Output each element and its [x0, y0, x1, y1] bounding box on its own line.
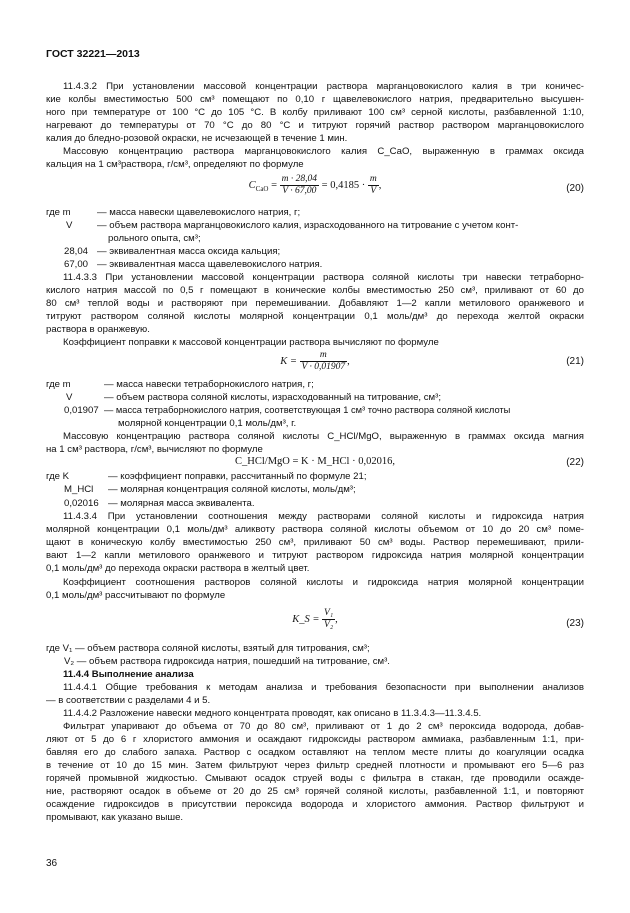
- page-number: 36: [46, 858, 58, 869]
- where-symbol: M_HCl: [64, 484, 94, 495]
- where-text: V₂ — объем раствора гидроксида натрия, пошедший на титрование, см³.: [64, 656, 390, 667]
- text-line: промывают, как указано выше.: [46, 812, 184, 823]
- text-line: осаждение гидроксидов в присутствии пероксида водорода и хлористого аммония. Раствор фильтруют и: [46, 799, 584, 810]
- text-line: горячей промывной жидкостью. Смывают осадок струей воды с фильтра в стакан, где проводили осажде-: [46, 773, 584, 784]
- text-line: — в соответствии с разделами 4 и 5.: [46, 695, 211, 706]
- text-line: 11.4.4.1 Общие требования к методам анализа и требования безопасности при выполнении анализов: [63, 682, 584, 693]
- text-line: 80 см³ теплой воды и растворяют при перемешивании. Добавляют 1—2 капли метилового оранжевого и: [46, 298, 584, 309]
- text-line: раствора в оранжевую.: [46, 324, 150, 335]
- where-symbol: где m: [46, 207, 71, 218]
- formula-21: K = $\frac{m}{V \cdot 0,01907}$ ,: [280, 350, 350, 372]
- formula-23: K_S = $\frac{\text{V₁}}{\text{V₂}}$ ,: [292, 608, 338, 630]
- text-line: вают 1—2 капли метилового оранжевого и титруют раствором гидроксида натрия молярной концентрации: [46, 550, 584, 561]
- formula-22: C_HCl/MgO = K · M_HCl · 0,02016,: [235, 456, 395, 467]
- text-line: титруют раствором соляной кислоты молярной концентрации 0,1 моль/дм³ до перехода желтой окраски: [46, 311, 584, 322]
- text-line: 11.4.4.2 Разложение навески медного концентрата проводят, как описано в 11.3.4.3—11.3.4.5.: [63, 708, 482, 719]
- where-text: рольного опыта, см³;: [108, 233, 201, 244]
- where-text: молярной концентрации 0,1 моль/дм³, г.: [118, 418, 297, 429]
- where-text: где V₁ — объем раствора соляной кислоты, взятый для титрования, см³;: [46, 643, 370, 654]
- where-symbol: V: [66, 220, 73, 231]
- text-line: молярной концентрации 0,1 моль/дм³ аликвоту раствора соляной кислоты объемом от 10 до 20 см³ поме-: [46, 524, 584, 535]
- where-symbol: 0,01907: [64, 405, 99, 416]
- text-line: ние, растворяют осадок в объеме от 20 до 25 см³ горячей соляной кислоты, разбавленной 1:1, и повторяют: [46, 786, 584, 797]
- where-symbol: 67,00: [64, 259, 89, 270]
- formula-20: $C_{CaO}$ = $\frac{m \cdot 28,04}{V \cdot 67,00}$ = 0,4185 · $\frac{m}{V}$ ,: [248, 174, 382, 196]
- text-line: 11.4.3.2 При установлении массовой концентрации раствора марганцовокислого калия в три коничес-: [63, 81, 584, 92]
- formula-number: (21): [566, 356, 584, 367]
- text-line: Фильтрат упаривают до объема от 70 до 80 см³, приливают от 1 до 2 см³ пероксида водорода, добав-: [63, 721, 584, 732]
- where-text: — масса навески щавелевокислого натрия, г;: [97, 207, 301, 218]
- text-line: в течение от 10 до 15 мин. Затем фильтруют через фильтр средней плотности и промывают его 5—6 раз: [46, 760, 584, 771]
- text-line: кие колбы вместимостью 500 см³ помещают по 0,10 г щавелевокислого натрия, предварительно высушен-: [46, 94, 584, 105]
- where-text: — молярная концентрация соляной кислоты, моль/дм³;: [108, 484, 356, 495]
- text-line: 0,1 моль/дм³ до перехода окраски раствора в желтый цвет.: [46, 563, 310, 574]
- text-line: Массовую концентрацию раствора соляной кислоты C_HCl/MgO, выраженную в граммах оксида магния: [63, 431, 584, 442]
- where-text: — эквивалентная масса оксида кальция;: [97, 246, 281, 257]
- text-line: кальция на 1 см³раствора, г/см³, определяют по формуле: [46, 159, 304, 170]
- text-line: Массовую концентрацию раствора марганцовокислого калия C_CaO, выраженную в граммах оксида: [63, 146, 584, 157]
- where-text: — объем раствора соляной кислоты, израсходованный на титрование, см³;: [104, 392, 442, 403]
- text-line: на 1 см³ раствора, г/см³, вычисляют по формуле: [46, 444, 263, 455]
- text-line: 11.4.3.3 При установлении массовой концентрации раствора соляной кислоты три навески тетраборно-: [63, 272, 584, 283]
- where-symbol: где K: [46, 471, 70, 482]
- text-line: ляют от 5 до 6 г хлористого аммония и осаждают гидроксиды раствором аммиака, разбавленным 1:1, при-: [46, 734, 584, 745]
- text-line: калия до бледно-розовой окраски, не исчезающей в течение 1 мин.: [46, 133, 348, 144]
- where-symbol: где m: [46, 379, 71, 390]
- where-text: — эквивалентная масса щавелевокислого натрия.: [97, 259, 323, 270]
- text-line: бавляя его до слабого запаха. Раствор с осадком оставляют на теплом месте плиты до коагуляции осадка: [46, 747, 584, 758]
- formula-number: (20): [566, 183, 584, 194]
- text-line: кислого натрия массой по 0,5 г помещают в конические колбы вместимостью 250 см³, приливают от 60 до: [46, 285, 584, 296]
- text-line: 11.4.3.4 При установлении соотношения между растворами соляной кислоты и гидроксида натрия: [63, 511, 584, 522]
- formula-number: (23): [566, 618, 584, 629]
- where-text: — объем раствора марганцовокислого калия, израсходованного на титрование с учетом конт-: [97, 220, 519, 231]
- text-line: Коэффициент соотношения растворов соляной кислоты и гидроксида натрия молярной концентрации: [63, 577, 584, 588]
- where-symbol: V: [66, 392, 73, 403]
- text-line: щают в коническую колбу вместимостью 250 см³, приливают 50 см³ воды. Раствор перемешивают, прили-: [46, 537, 584, 548]
- text-line: нагревают до температуры от 70 °С до 80 °С и титруют горячий раствор раствором марганцовокислого: [46, 120, 584, 131]
- where-symbol: 0,02016: [64, 498, 99, 509]
- where-text: — масса навески тетраборнокислого натрия, г;: [104, 379, 314, 390]
- text-line: Коэффициент поправки к массовой концентрации раствора вычисляют по формуле: [63, 337, 439, 348]
- where-text: — коэффициент поправки, рассчитанный по формуле 21;: [108, 471, 367, 482]
- section-heading: 11.4.4 Выполнение анализа: [63, 669, 194, 680]
- text-line: ного при температуре от 100 °С до 105 °С. В колбу приливают 100 см³ серной кислоты, разбавленной 1:10,: [46, 107, 584, 118]
- where-text: — масса тетраборнокислого натрия, соответствующая 1 см³ точно раствора соляной кислоты: [104, 405, 511, 415]
- where-symbol: 28,04: [64, 246, 89, 257]
- document-header: ГОСТ 32221—2013: [46, 48, 140, 60]
- formula-number: (22): [566, 457, 584, 468]
- text-line: 0,1 моль/дм³ рассчитывают по формуле: [46, 590, 226, 601]
- where-text: — молярная масса эквивалента.: [108, 498, 255, 509]
